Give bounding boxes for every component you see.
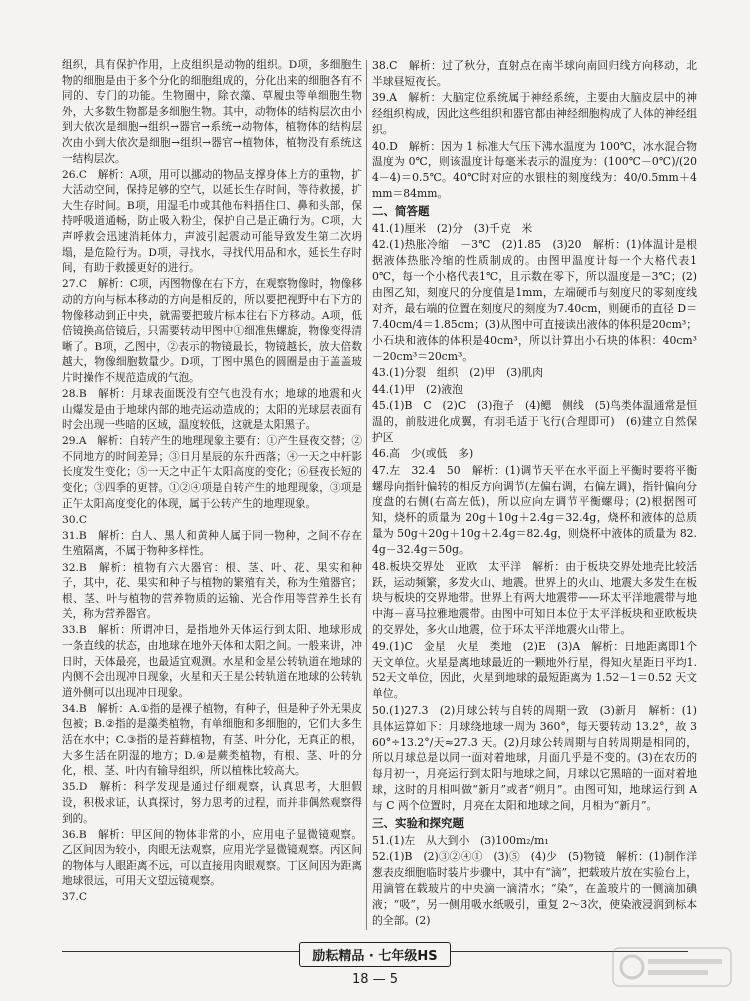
watermark-logo	[612, 947, 732, 987]
answer-paragraph: 46.高 少(或低 多)	[372, 447, 474, 461]
answer-paragraph: 34.B 解析：A.①指的是裸子植物，有种子，但是种子外无果皮包被；B.②指的是藻类植物，有单细胞和多细胞的，它们大多生活在水中；C.③指的是苔藓植物，有茎、叶分化，无真正的根，大多生活在阴湿的地方；D.④是蕨类植物，有根、茎、叶的分化，根、茎、叶内有输导组织，所以植株比较高大。	[62, 702, 362, 778]
answer-paragraph: 29.A 解析：自转产生的地理现象主要有：①产生昼夜交替；②不同地方的时间差异；③日月星辰的东升西落；④一天之中杆影长度发生变化；⑤一天之中正午太阳高度的变化；⑥昼夜长短的变化；③四季的更替。①②④项是自转产生的地理现象，③项是正午太阳高度变化的体现，属于公转产生的地理现象。	[62, 435, 362, 510]
left-column	[62, 58, 362, 907]
answer-paragraph: 38.C 解析：过了秋分，直射点在南半球向南回归线方向移动，北半球昼短夜长。	[372, 59, 697, 88]
answer-paragraph: 33.B 解析：所谓冲日，是指地外天体运行到太阳、地球形成一条直线的状态，由地球在地外天体和太阳之间。一般来讲，冲日时，天体最亮，也最适宜观测。水星和金星公转轨道在地球的内侧不会出现冲日现象，火星和天王星公转轨道在地球的公转轨道外侧可以出现冲日现象。	[62, 624, 362, 699]
answer-paragraph: 43.(1)分裂 组织 (2)甲 (3)肌肉	[372, 366, 544, 380]
answer-paragraph: 组织，具有保护作用，上皮组织是动物的组织。D项，多细胞生物的细胞是由于多个分化的细胞组成的，分化出来的细胞各有不同的、专门的功能。生物圈中，除衣藻、草履虫等单细胞生物外，大多数生物都是多细胞生物。其中，动物体的结构层次由小到大依次是细胞→组织→器官→系统→动物体，植物体的结构层次由小到大依次是细胞→组织→器官→植物体，植物没有系统这一结构层次。	[62, 59, 362, 165]
answer-paragraph: 52.(1)B (2)③②④① (3)⑤ (4)少 (5)物镜 解析：(1)制作洋葱表皮细胞临时装片步骤中，其中有“滴”，把载玻片放在实验台上，用滴管在载玻片的中央滴一滴清水；“染”，在盖玻片的一侧滴加碘液；“吸”，另一侧用吸水纸吸引，重复 2～3次，使染液浸润到标本的全部。(2)	[372, 850, 697, 928]
answer-paragraph: 48.板块交界处 亚欧 太平洋 解析：由于板块交界处地壳比较活跃，运动频繁，多发火山、地震。世界上的火山、地震大多发生在板块与板块的交界地带。世界上有两大地震带——环太平洋地震带与地中海－喜马拉雅地震带。由图中可知日本位于太平洋板块和亚欧板块的交界处，多火山地震，位于环太平洋地震火山带上。	[372, 559, 697, 637]
section-heading: 二、简答题	[372, 204, 430, 219]
watermark-logo-graphic	[612, 947, 732, 987]
answer-paragraph: 32.B 解析：植物有六大器官：根、茎、叶、花、果实和种子，其中，花、果实和种子与植物的繁殖有关，称为生殖器官；根、茎、叶与植物的营养物质的运输、光合作用等营养生长有关，称为营养器官。	[62, 561, 362, 621]
answer-paragraph: 36.B 解析：甲区间的物体非常的小，应用电子显微镜观察。乙区间因为较小，肉眼无法观察，应用光学显微镜观察。丙区间的物体与人眼距离不远，可以直接用肉眼观察。丁区间因为距离地球很远，可用天文望远镜观察。	[62, 828, 362, 888]
answer-paragraph: 28.B 解析：月球表面既没有空气也没有水；地球的地震和火山爆发是由于地球内部的地壳运动造成的；太阳的光球层表面有时会出现一些暗的区域，温度较低，这就是太阳黑子。	[62, 387, 362, 432]
answer-paragraph: 51.(1)左 从大到小 (3)100m₂/m₁	[372, 834, 549, 847]
answer-paragraph: 47.左 32.4 50 解析：(1)调节天平在水平面上平衡时要将平衡螺母向指针偏转的相反方向调节(左偏右调，右偏左调)，指针偏向分度盘的右侧(右高左低)，所以应向左调节平衡螺母；(2)根据图可知，烧杯的质量为 20g＋10g＋2.4g＝32.4g，烧杯和液体的总质量为 50g＋20g＋10g＋2.4g＝82.4g，则烧杯中液体的质量为 82.4g－32.4g＝50g。	[372, 463, 697, 557]
answer-paragraph: 35.D 解析：科学发现是通过仔细观察，认真思考，大胆假设，积极求证，认真探讨，努力思考的过程，而并非偶然观察得到的。	[62, 781, 362, 825]
answer-paragraph: 42.(1)热胀冷缩 －3℃ (2)1.85 (3)20 解析：(1)体温计是根据液体热胀冷缩的性质制成的。由图甲温度计每一个大格代表10℃，每一个小格代表1℃，且示数在零下，所以温度是－3℃；(2)由图乙知，刻度尺的分度值是1mm，左端硬币与刻度尺的零刻度线对齐，最右端的位置在刻度尺的刻度为7.40cm，则硬币的直径 D＝7.40cm/4＝1.85cm；(3)从图中可直接读出液体的体积是20cm³；小石块和液体的体积是40cm³，所以计算出小石块的体积：40cm³－20cm³＝20cm³。	[372, 238, 697, 363]
section-heading: 三、实验和探究题	[372, 816, 464, 831]
answer-paragraph: 37.C	[62, 891, 87, 904]
answer-paragraph: 45.(1)B C (2)C (3)孢子 (4)鳃 侧线 (5)鸟类体温通常是恒温的，前肢进化成翼，有羽毛适于飞行(合理即可) (6)建立自然保护区	[372, 399, 697, 444]
answer-paragraph: 39.A 解析：大脑定位系统属于神经系统，主要由大脑皮层中的神经组织构成，因此这些组织和器官都由神经细胞构成了人体的神经组织。	[372, 91, 697, 137]
answer-paragraph: 40.D 解析：因为 1 标准大气压下沸水温度为 100℃，冰水混合物温度为 0℃，则该温度计每毫米表示的温度为：(100℃－0℃)/(204－4)＝0.5℃。40℃时对应的水银柱的刻度线为：40/0.5mm＋4mm＝84mm。	[372, 139, 697, 201]
answer-paragraph: 44.(1)甲 (2)液泡	[372, 382, 463, 396]
answer-paragraph: 26.C 解析：A项，用可以挪动的物品支撑身体上方的重物，扩大活动空间，保持足够的空气，以延长生存时间，等待救援，扩大生存时间。B项，用湿毛巾或其他布料捂住口、鼻和头部，保持呼吸道通畅，防止吸入粉尘，保护自己是正确行为。C项，大声呼救会迅速消耗体力，声波引起震动可能导致发生第二次坍塌，是危险行为。D项，寻找水，寻找代用品和水，延长生存时间，有助于救援更好的进行。	[62, 168, 362, 275]
page-number: 18 — 5	[351, 972, 399, 987]
brand-label: 励耘精品 · 七年级HS	[299, 942, 450, 967]
answer-paragraph: 41.(1)厘米 (2)分 (3)千克 米	[372, 222, 533, 236]
answer-paragraph: 49.(1)C 金星 火星 类地 (2)E (3)A 解析：日地距离即1个天文单位。火星是离地球最近的一颗地外行星，得知火星距日平均1.52天文单位，因此，火星到地球的最短距离为 1.52－1＝0.52 天文单位。	[372, 639, 697, 701]
column-divider	[366, 60, 367, 930]
answer-paragraph: 50.(1)27.3 (2)月球公转与自转的周期一致 (3)新月 解析：(1)具体运算如下：月球绕地球一周为 360°，每天要转动 13.2°，故 360°÷13.2°/天≈27.3 天。(2)月球公转周期与自转周期是相同的，所以月球总是以同一面对着地球，月面几乎是不变的。(3)在农历的每月初一，月亮运行到太阳与地球之间，月球以它黑暗的一面对着地球，这时的月相叫做“新月”或者“朔月”。由图可知，地球运行到 A 与 C 两个位置时，月亮在太阳和地球之间，月相为“新月”。	[372, 703, 701, 813]
answer-paragraph: 27.C 解析：C项，丙图物像在右下方，在观察物像时，物像移动的方向与标本移动的方向是相反的，所以要把视野中右下方的物像移动到正中央，就需要把玻片标本往右下方移动。A项，低倍镜换高倍镜后，只需要转动甲图中①细准焦螺旋，物像变得清晰了。B项，乙图中，②表示的物镜最长，物镜越长，放大倍数越大，物像细胞数量少。D项，丁图中黑色的圆圈是由于盖盖玻片时操作不规范造成的气泡。	[62, 278, 362, 384]
answer-paragraph: 31.B 解析：白人、黑人和黄种人属于同一物种，之间不存在生殖隔离，不属于物种多样性。	[62, 529, 362, 558]
answer-paragraph: 30.C	[62, 513, 87, 526]
right-column	[372, 58, 701, 929]
